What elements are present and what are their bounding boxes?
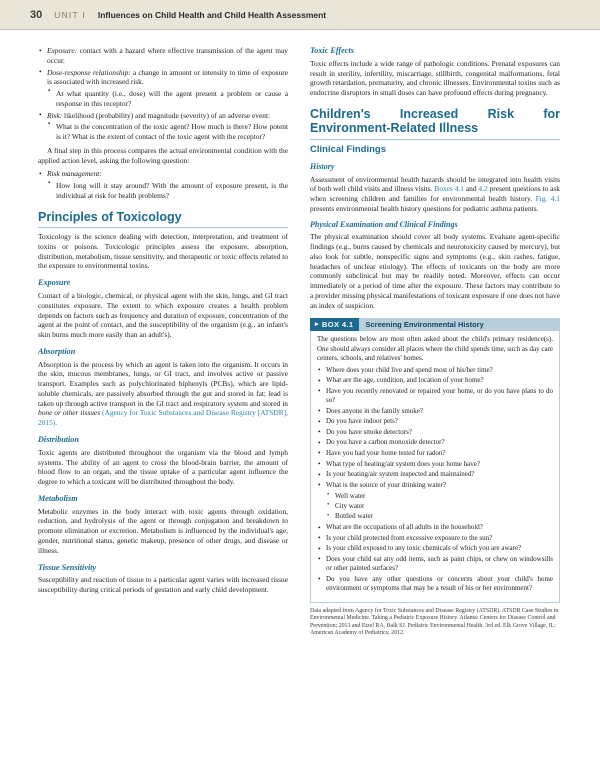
box-tag — [310, 318, 359, 331]
list-item: • Does your child eat any odd items, such as paint chips, or chew on windowsills or other painted surfaces? — [317, 555, 553, 573]
term-risk-management: Risk management: — [47, 169, 102, 179]
list-item — [38, 46, 288, 66]
box-title: Screening Environmental History — [359, 318, 560, 331]
term-risk: Risk: — [47, 110, 63, 120]
paragraph-physical-examination: The physical examination should cover all body systems. Evaluate agent-specific findings (e.g., burns caused by chemicals and neurotoxicity caused by mercury), but also look for subtle, nonspecific signs and symptoms (e.g., skin rashes, fatigue, headaches of unclear etiology). The effects of toxicants on the body are more commonly subclinical but may be readily noted. Moreover, effects can occur immediately or a period of time after the exposure. These factors may contribute to a provider missing physical manifestations of toxicant exposure if one does not have an index of suspicion. — [310, 232, 560, 310]
risk-management-list — [38, 169, 288, 200]
paragraph-exposure: Contact of a biologic, chemical, or physical agent with the skin, lungs, and GI tract constitutes exposure. The extent to which exposure creates a health problem depends on factors such as frequency and duration of exposure, concentration of the agent at the point of contact, and the susceptibility of the organism (e.g., an infant's skin burns much more easily than an adult's). — [38, 290, 288, 340]
page-number: 30 — [30, 8, 43, 21]
box-tag-label: BOX 4.1 — [321, 320, 354, 329]
heading-clinical-findings: Clinical Findings — [310, 143, 387, 155]
list-item: ▪ At what quantity (i.e., dose) will the agent present a problem or cause a response in this receptor? — [47, 89, 288, 109]
heading-history: History — [310, 162, 335, 172]
paragraph-tissue-sensitivity: Susceptibility and reaction of tissue to a particular agent varies with increased tissue susceptibility during critical periods of gestation and early child development. — [38, 575, 288, 595]
list-item: ▪ How long will it stay around? With the amount of exposure present, is the individual at risk for health problems? — [47, 181, 288, 201]
water-options-list — [326, 492, 553, 521]
divider — [310, 139, 560, 140]
divider — [38, 227, 288, 228]
sub-list — [47, 181, 288, 201]
def-risk: likelihood (probability) and magnitude (severity) of an adverse event: — [62, 110, 271, 120]
list-item: • What are the age, condition, and location of your home? — [317, 376, 553, 385]
right-column — [310, 46, 560, 638]
heading-toxic-effects: Toxic Effects — [310, 46, 354, 55]
list-item: • Does anyone in the family smoke? — [317, 407, 553, 416]
list-item — [38, 169, 288, 200]
history-text-2: and — [463, 184, 479, 194]
list-item: • Do you have smoke detectors? — [317, 428, 553, 437]
paragraph-toxic-effects: Toxic effects include a wide range of pathologic conditions. Prenatal exposures can result in sterility, infertility, miscarriage, stillbirth, congenital malformations, fetal growth retardation, prematurity, and chronic illnesses. Environmental toxins such as endocrine disruptors in small doses can have profound effects during pregnancy. — [310, 58, 560, 98]
definitions-list — [38, 46, 288, 142]
heading-childrens-increased-risk: Children's Increased Risk for Environment-Related Illness — [310, 106, 560, 136]
term-exposure: Exposure: — [47, 46, 78, 55]
list-item: • Do you have any other questions or concerns about your child's home environment or symptoms that may be a result of his or her environment? — [317, 575, 553, 593]
heading-principles-of-toxicology: Principles of Toxicology — [38, 209, 182, 224]
absorption-italic: bone or other tissues — [38, 408, 101, 418]
heading-absorption: Absorption — [38, 346, 76, 356]
sub-list — [47, 89, 288, 109]
absorption-citation[interactable]: (Agency for Toxic Substances and Disease Registry [ATSDR], 2015). — [38, 408, 288, 428]
paragraph-metabolism: Metabolic enzymes in the body interact with toxic agents through oxidation, reduction, and hydrolysis of the agent or through conjugation and breakdown to promote elimination or excretion. Metabolism is influenced by the individual's age, gender, nutritional status, genetic makeup, presence of other drugs, and disease or illness. — [38, 506, 288, 555]
link-box-4-2[interactable]: 4.2 — [478, 184, 488, 194]
paragraph-final-step: A final step in this process compares the actual environmental condition with the applied action level, asking the following question: — [38, 145, 288, 165]
history-text-4: presents environmental health history questions for pediatric asthma patients. — [310, 204, 539, 214]
paragraph-principles: Toxicology is the science dealing with detection, interpretation, and treatment of toxins or poisons. Toxicologic principles assess the exposure, absorption, distribution, metabolism, tissue sensitivity, and therapeutic or toxic effects related to the exposure to environmental toxins. — [38, 232, 288, 271]
def-exposure: contact with a hazard where effective transmission of the agent may occur. — [47, 46, 288, 65]
sub-list — [47, 122, 288, 142]
list-item: • Bottled water — [326, 512, 553, 521]
right-triangle-icon: ▸ — [315, 321, 319, 329]
list-item: ▪ What is the concentration of the toxic agent? How much is there? How potent is it? What is the extent of contact of the toxic agent with the receptor? — [47, 122, 288, 142]
list-item: • City water — [326, 502, 553, 511]
heading-physical-examination: Physical Examination and Clinical Findings — [310, 219, 458, 229]
page-header — [0, 0, 600, 30]
list-item — [38, 68, 288, 109]
history-text-1: Assessment of environmental health hazards should be integrated into health visits of both well child visits and illness visits. — [310, 174, 560, 194]
list-item: • What type of heating/air system does your home have? — [317, 460, 553, 469]
list-item: • Is your child protected from excessive exposure to the sun? — [317, 534, 553, 543]
list-item: • Have you recently renovated or repaired your home, or do you have plans to do so? — [317, 387, 553, 405]
box-4-1 — [310, 318, 560, 638]
term-dose-response: Dose-response relationship: — [47, 67, 131, 77]
list-item: • What are the occupations of all adults in the household? — [317, 523, 553, 532]
list-item: • Have you had your home tested for radon? — [317, 449, 553, 458]
list-item: • Do you have indoor pets? — [317, 417, 553, 426]
list-item — [317, 481, 553, 521]
list-item: • Is your child exposed to any toxic chemicals of which you are aware? — [317, 544, 553, 553]
box-intro: The questions below are most often asked about the child's primary residence(s). One should always consider all places where the child spends time, such as day care centers, schools, and relatives' homes. — [317, 335, 553, 362]
def-dose-response: a change in amount or intensity to time of exposure is associated with increased risk. — [47, 67, 288, 87]
heading-distribution: Distribution — [38, 435, 79, 444]
list-item: • Where does your child live and spend most of his/her time? — [317, 366, 553, 375]
paragraph-history — [310, 175, 560, 214]
heading-tissue-sensitivity: Tissue Sensitivity — [38, 562, 97, 572]
list-item — [38, 111, 288, 142]
paragraph-distribution: Toxic agents are distributed throughout the organism via the blood and lymph systems. The ability of an agent to cross the blood-brain barrier, the amount of blood flow to an organ, and the tissue uptake of a particular agent influence the degree to which a toxicant will be distributed throughout the body. — [38, 447, 288, 487]
link-boxes-4-1[interactable]: Boxes 4.1 — [434, 184, 464, 194]
list-item: • Is your heating/air system inspected and maintained? — [317, 470, 553, 479]
header-title: Influences on Child Health and Child Health Assessment — [97, 9, 327, 20]
paragraph-absorption — [38, 360, 288, 428]
box-header — [310, 318, 560, 331]
heading-exposure: Exposure — [38, 278, 71, 288]
box-body — [310, 331, 560, 602]
history-text-3: present questions to ask when screening children and families for environmental health history. — [310, 184, 560, 204]
heading-metabolism: Metabolism — [38, 493, 78, 503]
unit-label: UNIT I — [54, 9, 86, 20]
list-item: • Well water — [326, 492, 553, 501]
left-column — [38, 46, 288, 599]
list-item: • Do you have a carbon monoxide detector? — [317, 438, 553, 447]
question-water-source: What is the source of your drinking water? — [326, 480, 446, 489]
absorption-text-1: Absorption is the process by which an agent is taken into the organism. It occurs in the skin, mucous membranes, lungs, or GI tract, and involves active or passive transport. Examples such as polychlorinated biphenyls (PCBs), which are lipid-soluble chemicals, are passively absorbed through the gut and stored in fat; lead is taken up through active transport in the GI tract and respiratory system and stored in — [38, 359, 288, 408]
link-fig-4-1[interactable]: Fig. 4.1 — [535, 194, 560, 204]
box-source-note: Data adapted from Agency for Toxic Substances and Disease Registry (ATSDR). ATSDR Case Studies in Environmental Medicine. Taking a Pediatric Exposure History. Atlanta: Centers for Disease Control and Prevention; 2013 and Etzel RA, Balk SJ. Pediatric Environmental Health. 3rd ed. Elk Grove Village, IL: American Academy of Pediatrics; 2012. — [310, 607, 559, 637]
box-question-list — [317, 366, 553, 593]
